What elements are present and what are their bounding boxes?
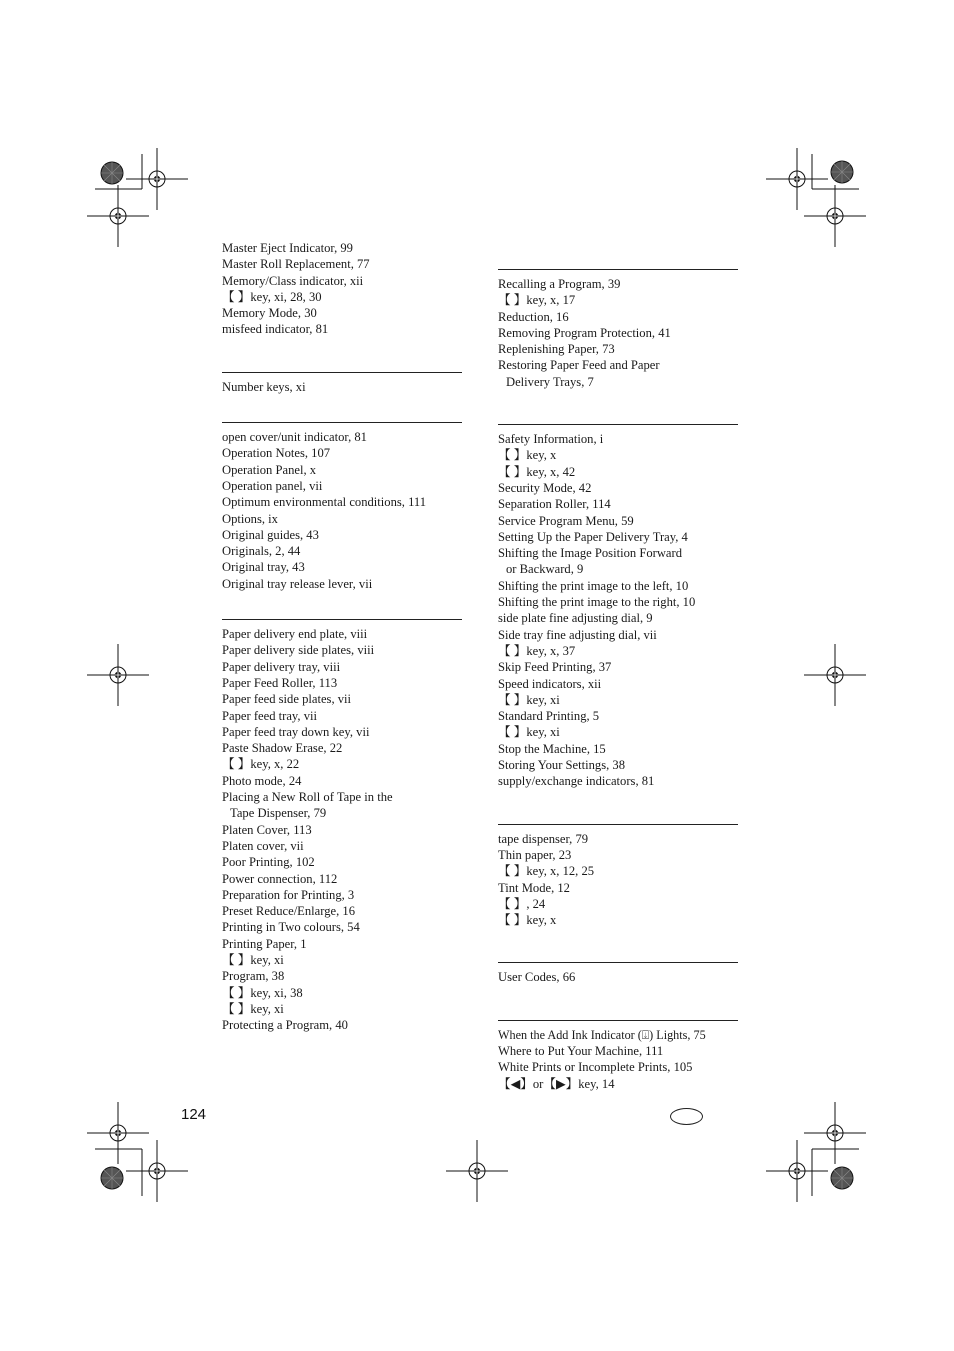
index-entry: Thin paper, 23: [498, 847, 572, 862]
index-entry: misfeed indicator, 81: [222, 322, 329, 337]
index-entry: Poor Printing, 102: [222, 855, 315, 870]
index-entry: Restoring Paper Feed and Paper: [498, 358, 660, 373]
index-entry: Paper feed side plates, vii: [222, 692, 352, 707]
section-rule: [222, 372, 462, 373]
section-rule: [498, 824, 738, 825]
index-entry: Storing Your Settings, 38: [498, 758, 626, 773]
index-entry: User Codes, 66: [498, 970, 576, 985]
index-section-n: [222, 372, 462, 395]
index-entry: Printing Paper, 1: [222, 936, 307, 951]
index-entry: tape dispenser, 79: [498, 831, 589, 846]
index-entry: Paper delivery end plate, viii: [222, 627, 368, 642]
index-entry: Speed indicators, xii: [498, 676, 602, 691]
section-rule: [498, 424, 738, 425]
index-entry: Shifting the Image Position Forward: [498, 546, 682, 561]
index-entry: Memory Mode, 30: [222, 306, 317, 321]
index-entry: Paper Feed Roller, 113: [222, 675, 338, 690]
index-section-u: [498, 962, 738, 985]
registration-crosshair-icon: [87, 185, 149, 247]
index-entry: Standard Printing, 5: [498, 709, 600, 724]
section-rule: [498, 962, 738, 963]
index-section-w: [498, 1020, 738, 1092]
index-entry: Recalling a Program, 39: [498, 277, 621, 291]
index-section-m: [222, 240, 462, 338]
section-rule: [498, 1020, 738, 1021]
index-entry: 【 】key, xi: [222, 952, 284, 967]
index-entry: Preset Reduce/Enlarge, 16: [222, 904, 356, 919]
index-entry: Memory/Class indicator, xii: [222, 273, 364, 288]
index-entry: Platen Cover, 113: [222, 822, 312, 837]
index-entry: 【 】key, x, 17: [498, 293, 576, 308]
index-entry: Shifting the print image to the left, 10: [498, 578, 689, 593]
registration-crosshair-icon: [804, 1102, 866, 1164]
color-target-icon: [831, 161, 853, 183]
index-entry: Separation Roller, 114: [498, 497, 611, 512]
index-entry: Replenishing Paper, 73: [498, 342, 615, 357]
index-entry: Paper feed tray down key, vii: [222, 724, 370, 739]
index-entry: 【 】key, x: [498, 448, 557, 463]
index-entry: Originals, 2, 44: [222, 544, 301, 559]
index-section-s: [498, 424, 738, 790]
section-rule: [222, 422, 462, 423]
color-target-icon: [101, 162, 123, 184]
index-entry: When the Add Ink Indicator (⍗) Lights, 75: [498, 1027, 706, 1042]
index-entry: 【 】, 24: [498, 896, 546, 911]
registration-crosshair-icon: [87, 644, 149, 706]
index-entry: Printing in Two colours, 54: [222, 920, 360, 935]
index-entry: 【 】key, xi, 28, 30: [222, 289, 322, 304]
index-entry-continuation: or Backward, 9: [506, 562, 584, 577]
index-entry: open cover/unit indicator, 81: [222, 430, 367, 445]
index-entry: Paper delivery tray, viii: [222, 659, 341, 674]
index-entry: Stop the Machine, 15: [498, 741, 606, 756]
index-entry: 【 】key, xi: [498, 725, 560, 740]
index-entry: Options, ix: [222, 511, 278, 526]
index-entry: 【 】key, xi: [222, 1001, 284, 1016]
index-entry: 【 】key, x, 37: [498, 643, 576, 658]
index-entry: Reduction, 16: [498, 309, 569, 324]
index-entry: Safety Information, i: [498, 432, 604, 447]
index-entry-continuation: Tape Dispenser, 79: [230, 806, 327, 821]
section-rule: [222, 619, 462, 620]
index-entry: 【 】key, xi: [498, 692, 560, 707]
index-entry: 【 】key, x: [498, 913, 557, 928]
index-entry: Protecting a Program, 40: [222, 1018, 348, 1033]
index-entry: Master Roll Replacement, 77: [222, 257, 370, 272]
index-entry: Service Program Menu, 59: [498, 513, 634, 528]
index-entry: Original tray release lever, vii: [222, 576, 373, 591]
index-entry: Setting Up the Paper Delivery Tray, 4: [498, 529, 688, 544]
registration-crosshair-icon: [126, 148, 188, 210]
index-section-r: [498, 269, 738, 390]
index-entry: side plate fine adjusting dial, 9: [498, 611, 653, 626]
index-section-o: [222, 422, 462, 592]
index-entry-continuation: Delivery Trays, 7: [506, 374, 594, 389]
registration-crosshair-icon: [446, 1140, 508, 1202]
index-entry: Security Mode, 42: [498, 480, 592, 495]
registration-crosshair-icon: [766, 148, 828, 210]
index-entry: Program, 38: [222, 969, 285, 984]
index-entry: Power connection, 112: [222, 871, 338, 886]
index-entry: Skip Feed Printing, 37: [498, 660, 612, 675]
index-entry: 【 】key, x, 22: [222, 757, 300, 772]
index-entry: Tint Mode, 12: [498, 880, 570, 895]
index-entry: Original guides, 43: [222, 527, 319, 542]
index-entry: Original tray, 43: [222, 560, 305, 575]
index-entry: Operation panel, vii: [222, 478, 323, 493]
index-entry: Optimum environmental conditions, 111: [222, 495, 427, 510]
index-entry: Operation Notes, 107: [222, 446, 331, 461]
index-column-right: [498, 269, 738, 1092]
index-entry: 【 】key, x, 12, 25: [498, 864, 595, 879]
index-entry: Photo mode, 24: [222, 773, 302, 788]
index-section-p: [222, 619, 462, 1033]
registration-crosshair-icon: [87, 1102, 149, 1164]
index-entry: Where to Put Your Machine, 111: [498, 1043, 664, 1058]
index-entry: Paper feed tray, vii: [222, 708, 317, 723]
index-entry: Operation Panel, x: [222, 462, 317, 477]
index-entry: Removing Program Protection, 41: [498, 325, 671, 340]
index-entry: supply/exchange indicators, 81: [498, 774, 655, 789]
page-number: 124: [181, 1106, 207, 1123]
registration-crosshair-icon: [804, 185, 866, 247]
index-entry: Side tray fine adjusting dial, vii: [498, 627, 657, 642]
index-entry: 【◀】or【▶】key, 14: [498, 1076, 615, 1091]
section-rule: [498, 269, 738, 270]
index-entry: Number keys, xi: [222, 379, 306, 394]
index-section-t: [498, 824, 738, 929]
color-target-icon: [101, 1167, 123, 1189]
registration-crosshair-icon: [804, 644, 866, 706]
index-entry: 【 】key, x, 42: [498, 464, 576, 479]
index-entry: Platen cover, vii: [222, 838, 304, 853]
index-entry: Paste Shadow Erase, 22: [222, 741, 343, 756]
index-entry: White Prints or Incomplete Prints, 105: [498, 1060, 693, 1075]
color-target-icon: [831, 1167, 853, 1189]
index-entry: Shifting the print image to the right, 10: [498, 595, 696, 610]
index-entry: Preparation for Printing, 3: [222, 887, 355, 902]
index-entry: Paper delivery side plates, viii: [222, 643, 375, 658]
language-oval-icon: [670, 1108, 703, 1125]
index-column-left: [222, 240, 462, 1033]
index-entry: 【 】key, xi, 38: [222, 985, 303, 1000]
index-entry: Placing a New Roll of Tape in the: [222, 790, 393, 805]
index-entry: Master Eject Indicator, 99: [222, 241, 353, 255]
